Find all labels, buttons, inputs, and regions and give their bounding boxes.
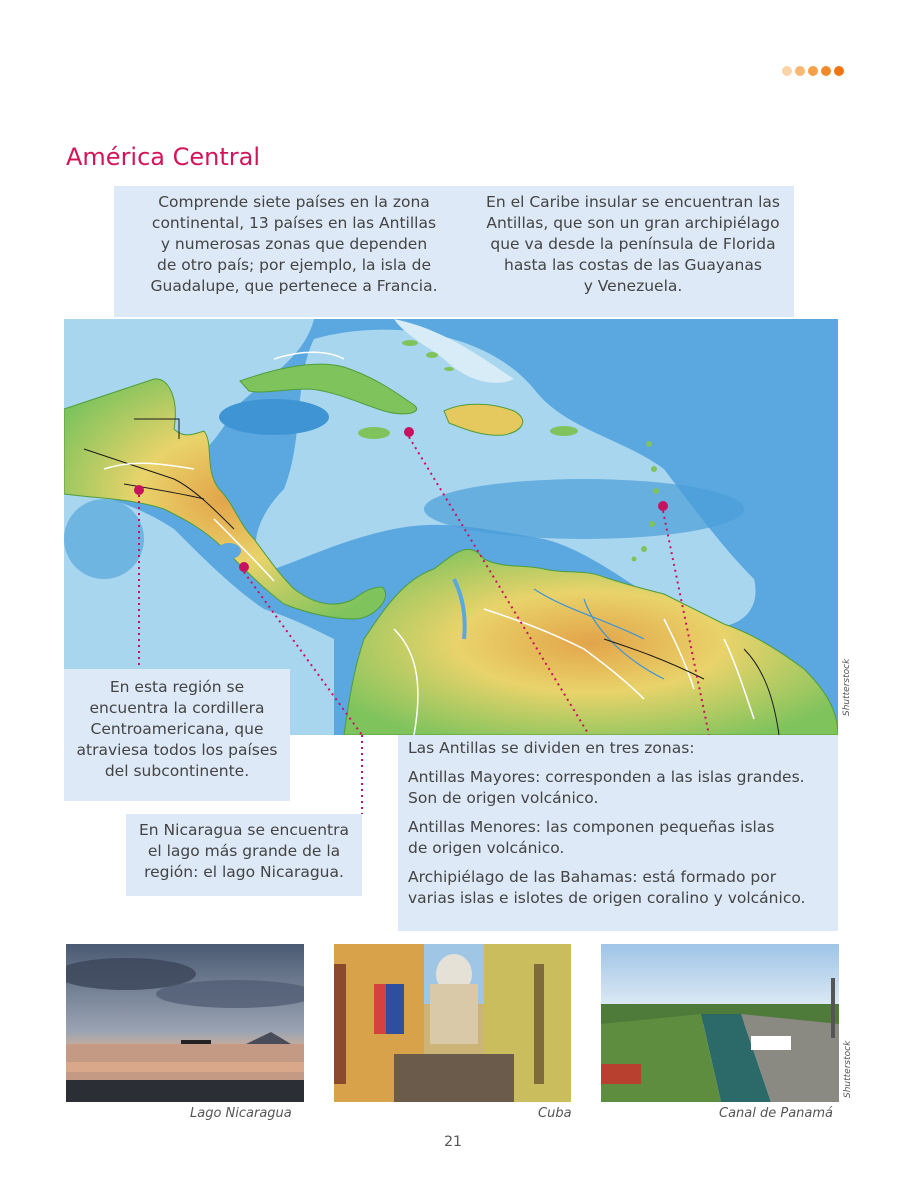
antillas-intro: Las Antillas se dividen en tres zonas: <box>408 739 695 757</box>
callout-line: Antillas Menores: las componen pequeñas islas <box>408 818 775 836</box>
callout-continental <box>114 186 474 317</box>
callout-line: encuentra la cordillera <box>89 699 265 717</box>
callout-line: En Nicaragua se encuentra <box>139 821 349 839</box>
callout-line: de otro país; por ejemplo, la isla de <box>157 256 431 274</box>
callout-line: y Venezuela. <box>583 277 683 295</box>
antillas-bahamas <box>408 867 838 909</box>
callout-line: hasta las costas de las Guayanas <box>504 256 762 274</box>
callout-line: En el Caribe insular se encuentran las <box>486 193 780 211</box>
callout-line: En esta región se <box>109 678 245 696</box>
callout-line: continental, 13 países en las Antillas <box>151 214 437 232</box>
callout-antillas <box>398 735 838 931</box>
callout-line: Centroamericana, que <box>90 720 264 738</box>
page-number: 21 <box>444 1134 462 1150</box>
callout-line: de origen volcánico. <box>408 839 565 857</box>
callout-line: el lago más grande de la <box>147 842 341 860</box>
callout-caribe <box>472 186 794 317</box>
map-credit: Shutterstock <box>842 658 852 716</box>
callout-cordillera <box>64 669 290 801</box>
callout-line: Antillas, que son un gran archipiélago <box>486 214 780 232</box>
page-title: América Central <box>66 143 261 171</box>
caption-lago-nicaragua: Lago Nicaragua <box>190 1106 292 1121</box>
antillas-mayores <box>408 767 838 809</box>
callout-line: región: el lago Nicaragua. <box>144 863 344 881</box>
caption-cuba: Cuba <box>538 1106 572 1121</box>
photo-cuba <box>334 944 571 1102</box>
callout-line: y numerosas zonas que dependen <box>160 235 428 253</box>
photo-lago-nicaragua <box>66 944 304 1102</box>
callout-line: Son de origen volcánico. <box>408 789 599 807</box>
photo-credit: Shutterstock <box>843 1040 853 1098</box>
callout-line: Archipiélago de las Bahamas: está formado por <box>408 868 777 886</box>
callout-line: varias islas e islotes de origen coralino y volcánico. <box>408 889 806 907</box>
callout-nicaragua <box>126 814 362 896</box>
caption-canal-panama: Canal de Panamá <box>719 1106 834 1121</box>
antillas-menores <box>408 817 838 859</box>
photo-canal-panama <box>601 944 839 1102</box>
callout-line: Guadalupe, que pertenece a Francia. <box>150 277 438 295</box>
callout-line: Antillas Mayores: corresponden a las islas grandes. <box>408 768 805 786</box>
callout-line: atraviesa todos los países <box>76 741 278 759</box>
callout-line: que va desde la península de Florida <box>490 235 776 253</box>
callout-line: Comprende siete países en la zona <box>158 193 430 211</box>
callout-line: del subcontinente. <box>104 762 250 780</box>
